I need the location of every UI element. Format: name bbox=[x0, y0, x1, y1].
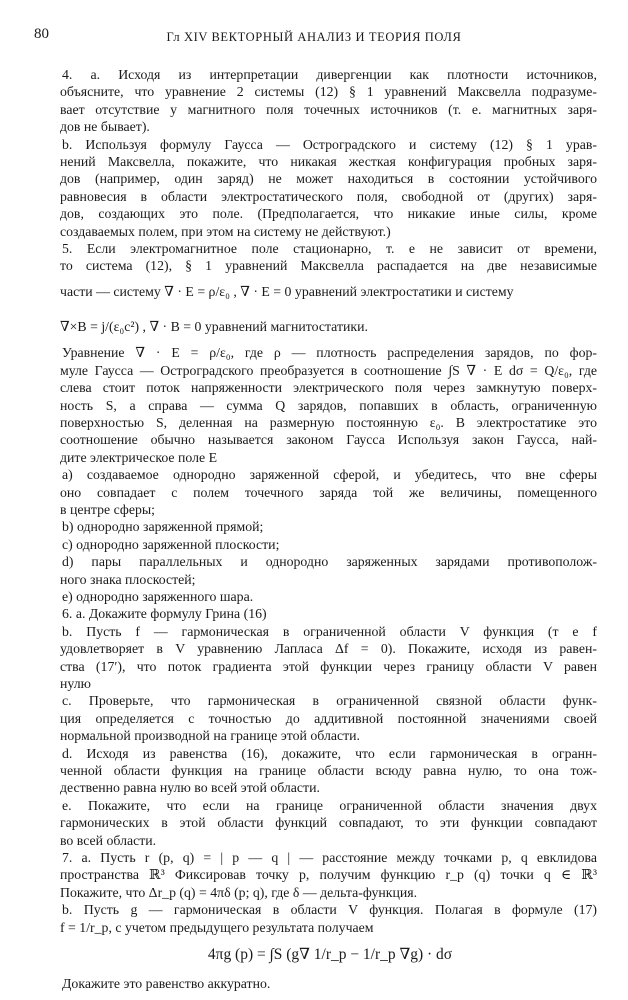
text-line: объясните, что уравнение 2 системы (12) § 1 уравнений Максвелла подразуме- bbox=[60, 84, 597, 100]
text-line: муле Гаусса — Остроградского преобразуется в соотношение ∫S ∇ · E dσ = Q/ε₀, где bbox=[60, 362, 597, 378]
text-line: дественно равна нулю во всей этой области. bbox=[60, 780, 320, 796]
formula-line: части — систему ∇ · E = ρ/ε₀ , ∇ · E = 0 уравнений электростатики и систему bbox=[60, 283, 514, 299]
text-line: пространства ℝ³ Фиксировав точку p, получим функцию r_p (q) точки q ∈ ℝ³ bbox=[60, 867, 597, 883]
text-line: соотношение обычно называется законом Гаусса Используя закон Гаусса, най- bbox=[60, 432, 597, 448]
text-line: во всей области. bbox=[60, 832, 157, 848]
text-line: поверхностью S, деленная на размерную постоянную ε₀. В электростатике это bbox=[60, 415, 597, 430]
text-line: ция определяется с точностью до аддитивной постоянной значениями своей bbox=[60, 710, 597, 726]
text-line: вает отсутствие у магнитного поля точечных источников (т. е. магнитных заря- bbox=[60, 101, 597, 117]
text-line: дов не бывает). bbox=[60, 119, 150, 135]
text-line: дов (например, один заряд) не может находиться в состоянии устойчивого bbox=[60, 171, 597, 187]
text-line: Докажите это равенство аккуратно. bbox=[62, 975, 271, 991]
text-line: b. Пусть g — гармоническая в области V функция. Полагая в формуле (17) bbox=[62, 902, 597, 918]
text-line: создаваемых полем, при этом на систему не действуют.) bbox=[60, 223, 391, 239]
text-line: b) однородно заряженной прямой; bbox=[62, 519, 264, 535]
text-line: 7. a. Пусть r (p, q) = | p — q | — расстояние между точками p, q евклидова bbox=[62, 849, 597, 865]
text-line: нормальной производной на границе этой области. bbox=[60, 728, 360, 744]
text-line: b. Используя формулу Гаусса — Остроградского и систему (12) § 1 урав- bbox=[62, 136, 597, 152]
text-line: равновесия в области электростатического поля, свободной от (других) заря- bbox=[60, 188, 597, 204]
text-line: b. Пусть f — гармоническая в ограниченной области V функция (т е f bbox=[62, 623, 597, 639]
text-line: в центре сферы; bbox=[60, 502, 155, 517]
text-line: e) однородно заряженного шара. bbox=[62, 589, 254, 604]
text-line: нулю bbox=[60, 676, 91, 691]
text-line: то система (12), § 1 уравнений Максвелла распадается на две независимые bbox=[60, 258, 597, 274]
formula-line: ∇×B = j/(ε₀c²) , ∇ · B = 0 уравнений магнитостатики. bbox=[60, 318, 368, 334]
page-number: 80 bbox=[34, 26, 49, 42]
text-line: e. Покажите, что если на границе ограниченной области значения двух bbox=[62, 797, 597, 813]
text-line: нений Максвелла, покажите, что никакая жесткая конфигурация пробных заря- bbox=[60, 154, 597, 169]
text-line: оно совпадает с полем точечного заряда той же величины, помещенного bbox=[60, 484, 597, 500]
text-line: Покажите, что Δr_p (q) = 4πδ (p; q), где δ — дельта-функция. bbox=[60, 884, 418, 900]
text-line: ства (17′), что поток градиента этой функции через границу области V равен bbox=[60, 658, 597, 674]
text-line: a) создаваемое однородно заряженной сферой, и убедитесь, что вне сферы bbox=[62, 467, 597, 483]
text-line: c. Проверьте, что гармоническая в ограниченной связной области функ- bbox=[62, 693, 597, 709]
text-line: ность S, а справа — сумма Q зарядов, попавших в область, ограниченную bbox=[60, 397, 597, 413]
text-line: ного знака плоскостей; bbox=[60, 571, 196, 587]
text-line: слева стоит поток напряженности электрического поля через замкнутую поверх- bbox=[60, 380, 597, 396]
text-line: d) пары параллельных и однородно заряженных зарядами противополож- bbox=[62, 554, 597, 570]
text-line: f = 1/r_p, с учетом предыдущего результата получаем bbox=[60, 919, 374, 935]
text-line: 6. a. Докажите формулу Грина (16) bbox=[62, 606, 267, 622]
text-line: 5. Если электромагнитное поле стационарно, т. е не зависит от времени, bbox=[62, 241, 597, 256]
display-formula: 4πg (p) = ∫S (g∇ 1/r_p − 1/r_p ∇g) · dσ bbox=[207, 945, 453, 963]
text-line: удовлетворяет в V уравнению Лапласа Δf = 0). Покажите, исходя из равен- bbox=[60, 641, 597, 657]
text-line: 4. a. Исходя из интерпретации дивергенции как плотности источников, bbox=[62, 67, 597, 82]
text-line: дов, создающих это поле. (Предполагается, что никакие иные силы, кроме bbox=[60, 206, 597, 222]
text-line: c) однородно заряженной плоскости; bbox=[62, 536, 280, 552]
running-title: Гл XIV ВЕКТОРНЫЙ АНАЛИЗ И ТЕОРИЯ ПОЛЯ bbox=[166, 30, 462, 44]
text-line: Уравнение ∇ · E = ρ/ε₀, где ρ — плотность распределения зарядов, по фор- bbox=[62, 345, 597, 361]
text-line: ченной области функция на границе области всюду равна нулю, то она тож- bbox=[60, 762, 597, 778]
text-line: гармонических в этой области функций совпадают, то эти функции совпадают bbox=[60, 815, 597, 831]
text-line: дите электрическое поле E bbox=[60, 449, 218, 465]
text-line: d. Исходя из равенства (16), докажите, что если гармоническая в огранн- bbox=[62, 745, 597, 761]
